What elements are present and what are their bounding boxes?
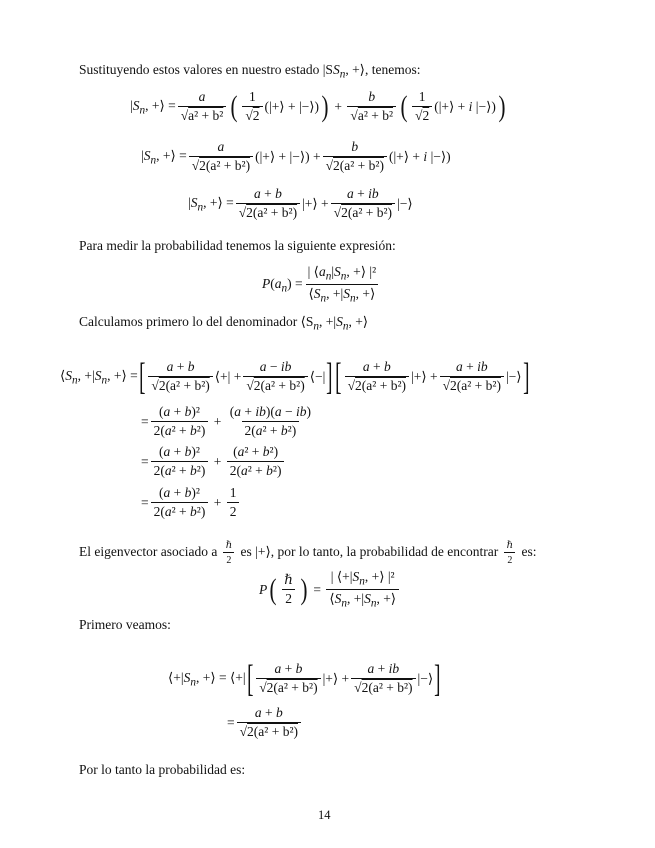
paragraph-text-c: es:: [518, 544, 537, 560]
paragraph-substitution: Sustituyendo estos valores en nuestro estado $|SS_n$, +⟩, tenemos:: [79, 62, 421, 81]
equation-probability-definition: $P(a_n)$ = $\frac{| ⟨a_n|S_n, +⟩ |^2}{⟨S_n, +|S_n, +⟩}$: [262, 265, 381, 305]
equation-inner-product-result: = $\frac{a + b}{\text{√2(a² + b²)}}$: [227, 706, 303, 740]
paragraph-probability-expression: Para medir la probabilidad tenemos la siguiente expresión:: [79, 238, 396, 253]
equation-state-expansion-3: $|S_n$, +⟩ = $\frac{a + b}{\text{√2(a² + b²)}}$ |+⟩ + $\frac{a + ib}{\text{√2(a² + b²)}}$ |−⟩: [188, 186, 413, 220]
paragraph-therefore-probability: Por lo tanto la probabilidad es:: [79, 762, 246, 777]
equation-step-2: = $\frac{\text{(a + b)²}}{\text{2(a² + b²)}}$ + $\frac{\text{(a² + b²)}}{\text{2(a² + b²)}}$: [141, 445, 286, 479]
paragraph-first-see: Primero veamos:: [79, 617, 171, 632]
equation-state-expansion-1: $|S_n$, +⟩ = $\frac{a}{\text{√a² + b²}}$ ( $\frac{1}{√2}$ (|+⟩ + |−⟩) ) + $\frac{b}{\text{√a² + b²}}$ ( $\frac{1}{√2}$ (|+⟩ + i |−⟩) ): [130, 89, 506, 123]
paragraph-text: Calculamos primero lo del denominador ⟨S: [79, 314, 314, 329]
page-number: 14: [318, 808, 331, 822]
equation-inner-product: $⟨+|S_n$, +⟩ = ⟨+| [ $\frac{a + b}{\text{√2(a² + b²)}}$ |+⟩ + $\frac{a + ib}{\text{√2(a² + b²)}}$ |−⟩ ]: [168, 658, 441, 700]
paragraph-text: Sustituyendo estos valores en nuestro estado |S: [79, 62, 333, 77]
paragraph-eigenvector: El eigenvector asociado a $\frac{\text{ℏ}}{2}$ es |+⟩, por lo tanto, la probabilidad de encontrar $\frac{\text{ℏ}}{2}$ es:: [79, 540, 537, 566]
equation-step-3: = $\frac{\text{(a + b)²}}{\text{2(a² + b²)}}$ + $\frac{1}{2}$: [141, 486, 241, 520]
paragraph-text-a: El eigenvector asociado a: [79, 544, 221, 560]
equation-step-1: = $\frac{\text{(a + b)²}}{\text{2(a² + b²)}}$ + $\frac{(a + ib)(a - ib)}{\text{2(a² + b²)}}$: [141, 404, 311, 438]
equation-denominator-product: $⟨S_n$, $+|S_n$, +⟩ = [ $\frac{a + b}{\text{√2(a² + b²)}}$ ⟨+| + $\frac{a - ib}{\text{√2(a² + b²)}}$ ⟨−| ] [ $\frac{a + b}{\text{√2(a² + b²)}}$ |+⟩ + $\frac{a + ib}{\text{√2(a² + b²)}}$ |−⟩ ]: [60, 356, 530, 398]
paragraph-text-tail: , tenemos:: [364, 62, 421, 77]
paragraph-denominator: Calculamos primero lo del denominador $⟨S_n$, $+|S_n$, +⟩: [79, 314, 369, 333]
equation-probability-hbar: P ( $\frac{\text{ℏ}}{2}$ ) = $\frac{| ⟨+|S_n, +⟩ |^2}{⟨S_n, +|S_n, +⟩}$: [259, 570, 401, 610]
paragraph-text-b: es |+⟩, por lo tanto, la probabilidad de encontrar: [237, 544, 502, 560]
equation-state-expansion-2: $|S_n$, +⟩ = $\frac{a}{\text{√2(a² + b²)}}$ (|+⟩ + |−⟩) + $\frac{b}{\text{√2(a² + b²)}}$ (|+⟩ + i |−⟩): [141, 139, 451, 173]
